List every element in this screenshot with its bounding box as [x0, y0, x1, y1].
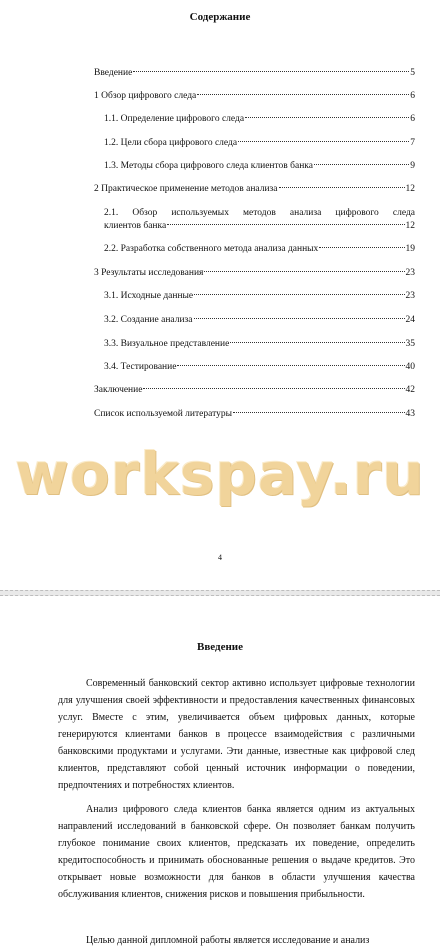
- toc-leader: [279, 187, 405, 188]
- toc-leader: [194, 294, 404, 295]
- toc-entry-label: 1.2. Цели сбора цифрового следа: [104, 138, 238, 148]
- toc-entry-page: 7: [410, 138, 415, 148]
- toc-entry-page: 19: [405, 244, 415, 254]
- toc-entry[interactable]: [94, 267, 415, 279]
- toc-entry-page: 5: [410, 68, 415, 78]
- toc-entry-page: 43: [405, 409, 415, 419]
- toc-entry-label-cont: клиентов банка: [104, 221, 167, 231]
- toc-leader: [233, 412, 405, 413]
- toc-entry[interactable]: [94, 384, 415, 396]
- toc-entry[interactable]: [94, 67, 415, 79]
- page-number: 4: [218, 553, 222, 562]
- toc-entry[interactable]: [104, 290, 415, 302]
- toc-leader: [245, 117, 409, 118]
- toc-entry[interactable]: [104, 314, 415, 326]
- toc-entry-page: 9: [410, 161, 415, 171]
- toc-entry-label: 1 Обзор цифрового следа: [94, 91, 197, 101]
- intro-paragraph: Целью данной дипломной работы является исследование и анализ: [86, 935, 370, 946]
- intro-title: Введение: [196, 641, 244, 653]
- page-introduction: [0, 596, 440, 946]
- toc-title: Содержание: [189, 11, 251, 23]
- toc-entry-label: 1.1. Определение цифрового следа: [104, 114, 245, 124]
- toc-entry-label: 1.3. Методы сбора цифрового следа клиентов банка: [104, 161, 313, 171]
- toc-leader: [167, 224, 404, 225]
- toc-entry[interactable]: [104, 361, 415, 373]
- toc-leader: [314, 164, 409, 165]
- toc-entry-label: 3.4. Тестирование: [104, 362, 177, 372]
- toc-entry-label: Список используемой литературы: [94, 409, 232, 419]
- toc-entry-label: 2.1. Обзор используемых методов анализа цифрового следа: [104, 208, 415, 218]
- toc-entry[interactable]: [104, 338, 415, 350]
- intro-paragraph: Анализ цифрового следа клиентов банка является одним из актуальных направлений исследований в банковской сфере. Он позволяет банкам получить глубокое понимание своих клиентов, предсказать их поведение, определить кредитоспособность и принимать обоснованные решения о выдаче кредитов. Это открывает новые возможности для банков в области улучшения качества обслуживания клиентов, снижения рисков и повышения прибыльности.: [58, 804, 415, 900]
- toc-entry-page: 6: [410, 91, 415, 101]
- toc-leader: [197, 94, 409, 95]
- toc-entry-page: 42: [405, 385, 415, 395]
- toc-entry[interactable]: [104, 207, 415, 233]
- toc-entry-label: Заключение: [94, 385, 143, 395]
- toc-entry[interactable]: [94, 183, 415, 195]
- toc-entry-page: 23: [405, 291, 415, 301]
- toc-entry[interactable]: [104, 113, 415, 125]
- toc-entry-page: 23: [405, 268, 415, 278]
- toc-entry-page: 12: [405, 221, 415, 231]
- toc-entry-page: 6: [410, 114, 415, 124]
- toc-leader: [319, 247, 404, 248]
- toc-leader: [204, 271, 404, 272]
- toc-leader: [238, 141, 409, 142]
- toc-entry-page: 12: [405, 184, 415, 194]
- toc-entry-label: 3 Результаты исследования: [94, 268, 204, 278]
- toc-entry[interactable]: [104, 243, 415, 255]
- toc-entry-page: 35: [405, 339, 415, 349]
- toc-leader: [177, 365, 404, 366]
- toc-entry[interactable]: [94, 408, 415, 420]
- toc-leader: [194, 318, 405, 319]
- toc-entry-page: 40: [405, 362, 415, 372]
- intro-paragraph: Современный банковский сектор активно использует цифровые технологии для улучшения своей эффективности и предоставления качественных финансовых услуг. Вместе с этим, увеличивается объем цифровых данных, которые генерируются клиентами банков в процессе взаимодействия с различными банковскими продуктами и услугами. Эти данные, известные как цифровой след клиентов, представляют собой ценный источник информации о поведении, предпочтениях и потребностях клиентов.: [58, 678, 415, 791]
- toc-entry-page: 24: [405, 315, 415, 325]
- toc-leader: [143, 388, 404, 389]
- toc-entry[interactable]: [104, 160, 415, 172]
- toc-entry-label: 3.1. Исходные данные: [104, 291, 194, 301]
- toc-leader: [133, 71, 409, 72]
- toc-entry-label: 3.3. Визуальное представление: [104, 339, 230, 349]
- toc-entry[interactable]: [104, 137, 415, 149]
- toc-entry[interactable]: [94, 90, 415, 102]
- toc-entry-label: 2 Практическое применение методов анализа: [94, 184, 278, 194]
- toc-leader: [230, 342, 404, 343]
- watermark: workspay.ru: [15, 440, 425, 508]
- toc-entry-label: Введение: [94, 68, 133, 78]
- toc-entry-label: 3.2. Создание анализа: [104, 315, 193, 325]
- toc-entry-label: 2.2. Разработка собственного метода анализа данных: [104, 244, 319, 254]
